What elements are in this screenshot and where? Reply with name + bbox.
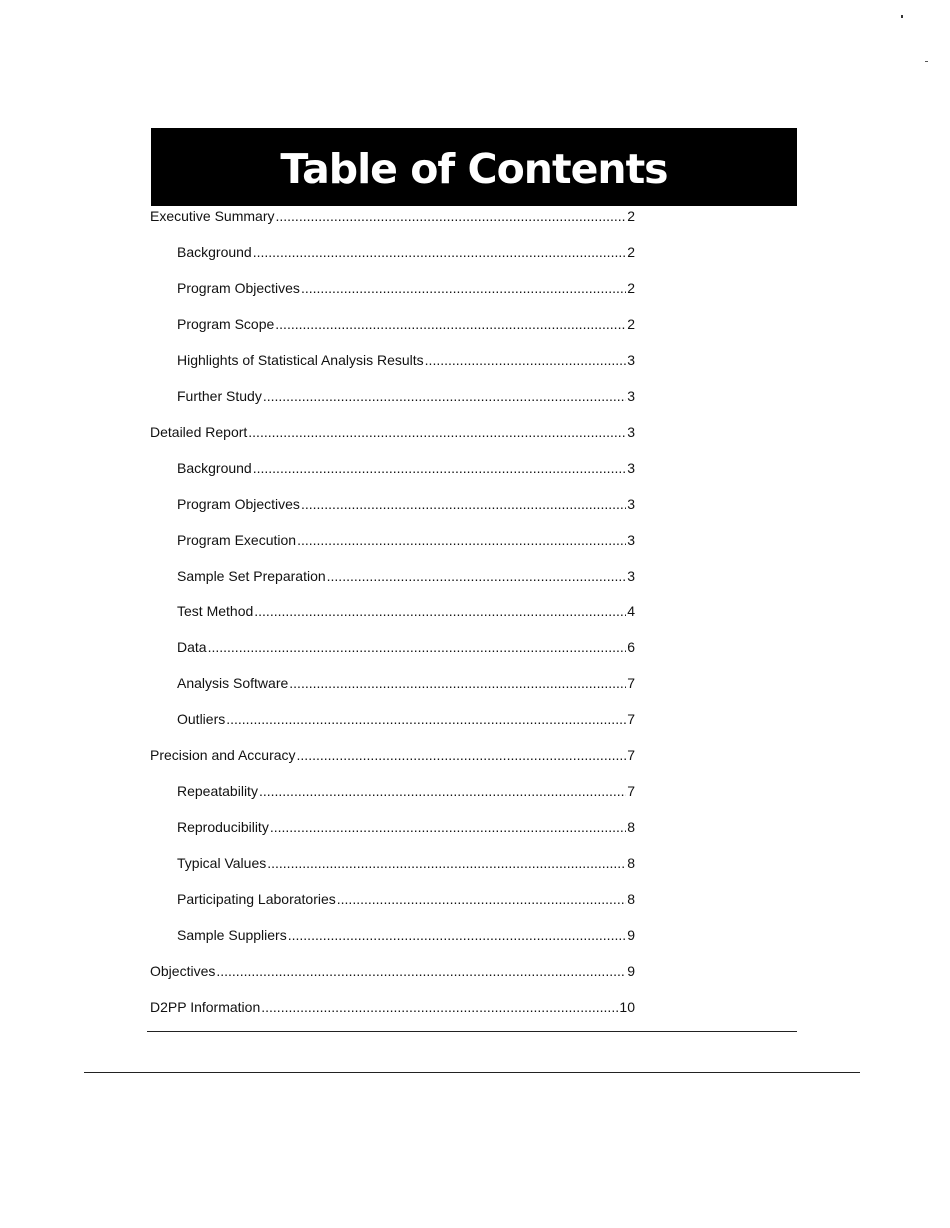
toc-dot-leader <box>216 963 626 979</box>
scan-speck <box>901 15 903 18</box>
toc-entry-page-number: 3 <box>627 532 635 548</box>
toc-entry-label: Typical Values <box>177 855 267 871</box>
toc-entry-page-number: 2 <box>627 244 635 260</box>
toc-entry[interactable] <box>177 923 635 943</box>
toc-entry-page-number: 8 <box>627 855 635 871</box>
scan-speck <box>925 61 928 62</box>
toc-entry-page-number: 3 <box>627 568 635 584</box>
toc-entry[interactable] <box>150 743 635 763</box>
toc-entry[interactable] <box>177 779 635 799</box>
toc-entry-label: Further Study <box>177 388 262 404</box>
toc-entry-label: Detailed Report <box>150 424 248 440</box>
toc-entry-page-number: 7 <box>627 675 635 691</box>
toc-entry-page-number: 8 <box>627 819 635 835</box>
toc-entry-page-number: 8 <box>627 891 635 907</box>
toc-entry[interactable] <box>177 887 635 907</box>
toc-dot-leader <box>297 747 627 763</box>
toc-entry-page-number: 7 <box>627 783 635 799</box>
toc-entry[interactable] <box>150 204 635 224</box>
toc-dot-leader <box>275 316 626 332</box>
toc-entry-page-number: 2 <box>627 208 635 224</box>
toc-entry-label: Objectives <box>150 963 216 979</box>
toc-entry-label: Highlights of Statistical Analysis Results <box>177 352 424 368</box>
toc-entry-label: Analysis Software <box>177 675 289 691</box>
toc-entry-label: Program Objectives <box>177 280 300 296</box>
page-title: Table of Contents <box>280 145 668 193</box>
toc-dot-leader <box>297 532 626 548</box>
toc-entry-page-number: 3 <box>627 460 635 476</box>
toc-entry-page-number: 6 <box>627 639 635 655</box>
toc-dot-leader <box>208 639 627 655</box>
toc-dot-leader <box>253 244 626 260</box>
toc-entry[interactable] <box>177 851 635 871</box>
toc-entry[interactable] <box>177 599 635 619</box>
toc-entry-label: Reproducibility <box>177 819 269 835</box>
toc-entry[interactable] <box>150 995 635 1015</box>
toc-entry-label: Program Execution <box>177 532 297 548</box>
toc-entry[interactable] <box>177 384 635 404</box>
toc-dot-leader <box>289 675 626 691</box>
toc-entry-label: Precision and Accuracy <box>150 747 296 763</box>
toc-entry-page-number: 9 <box>627 927 635 943</box>
toc-dot-leader <box>275 208 626 224</box>
toc-dot-leader <box>270 819 626 835</box>
toc-entry[interactable] <box>177 671 635 691</box>
toc-entry[interactable] <box>177 635 635 655</box>
toc-entry-label: Participating Laboratories <box>177 891 336 907</box>
toc-dot-leader <box>288 927 626 943</box>
toc-entry-page-number: 4 <box>627 603 635 619</box>
toc-entry-label: Test Method <box>177 603 254 619</box>
toc-entry[interactable] <box>177 492 635 512</box>
toc-dot-leader <box>327 568 627 584</box>
toc-dot-leader <box>226 711 626 727</box>
toc-entry[interactable] <box>177 312 635 332</box>
toc-entry-label: Background <box>177 460 252 476</box>
toc-entry-label: Outliers <box>177 711 226 727</box>
toc-dot-leader <box>259 783 626 799</box>
toc-dot-leader <box>301 280 626 296</box>
toc-entry-label: Program Scope <box>177 316 275 332</box>
toc-entry-page-number: 3 <box>627 388 635 404</box>
toc-entry[interactable] <box>177 528 635 548</box>
toc-entry[interactable] <box>177 564 635 584</box>
toc-entry-page-number: 7 <box>627 711 635 727</box>
toc-entry[interactable] <box>177 815 635 835</box>
toc-dot-leader <box>337 891 626 907</box>
toc-dot-leader <box>301 496 626 512</box>
toc-entry[interactable] <box>150 959 635 979</box>
toc-entry-label: Sample Suppliers <box>177 927 287 943</box>
toc-entry-label: Sample Set Preparation <box>177 568 326 584</box>
toc-entry-page-number: 3 <box>627 424 635 440</box>
toc-entry-page-number: 7 <box>627 747 635 763</box>
toc-entry-page-number: 3 <box>627 496 635 512</box>
toc-entry-label: Executive Summary <box>150 208 275 224</box>
toc-entry[interactable] <box>177 707 635 727</box>
toc-entry[interactable] <box>177 240 635 260</box>
divider <box>84 1072 860 1073</box>
divider <box>147 1031 797 1032</box>
toc-entry[interactable] <box>177 276 635 296</box>
toc-entry-label: D2PP Information <box>150 999 261 1015</box>
toc-entry[interactable] <box>150 420 635 440</box>
toc-entry-page-number: 2 <box>627 316 635 332</box>
toc-entry-label: Background <box>177 244 252 260</box>
toc-entry-page-number: 9 <box>627 963 635 979</box>
toc-dot-leader <box>248 424 626 440</box>
toc-entry-label: Repeatability <box>177 783 258 799</box>
toc-entry-page-number: 10 <box>619 999 635 1015</box>
toc-dot-leader <box>254 603 626 619</box>
toc-dot-leader <box>263 388 626 404</box>
toc-entry-page-number: 2 <box>627 280 635 296</box>
toc-entry-page-number: 3 <box>627 352 635 368</box>
toc-dot-leader <box>267 855 626 871</box>
toc-dot-leader <box>425 352 627 368</box>
toc-dot-leader <box>261 999 618 1015</box>
toc-entry[interactable] <box>177 348 635 368</box>
toc-dot-leader <box>253 460 626 476</box>
toc-entry-label: Data <box>177 639 207 655</box>
toc-entry-label: Program Objectives <box>177 496 300 512</box>
toc-entry[interactable] <box>177 456 635 476</box>
